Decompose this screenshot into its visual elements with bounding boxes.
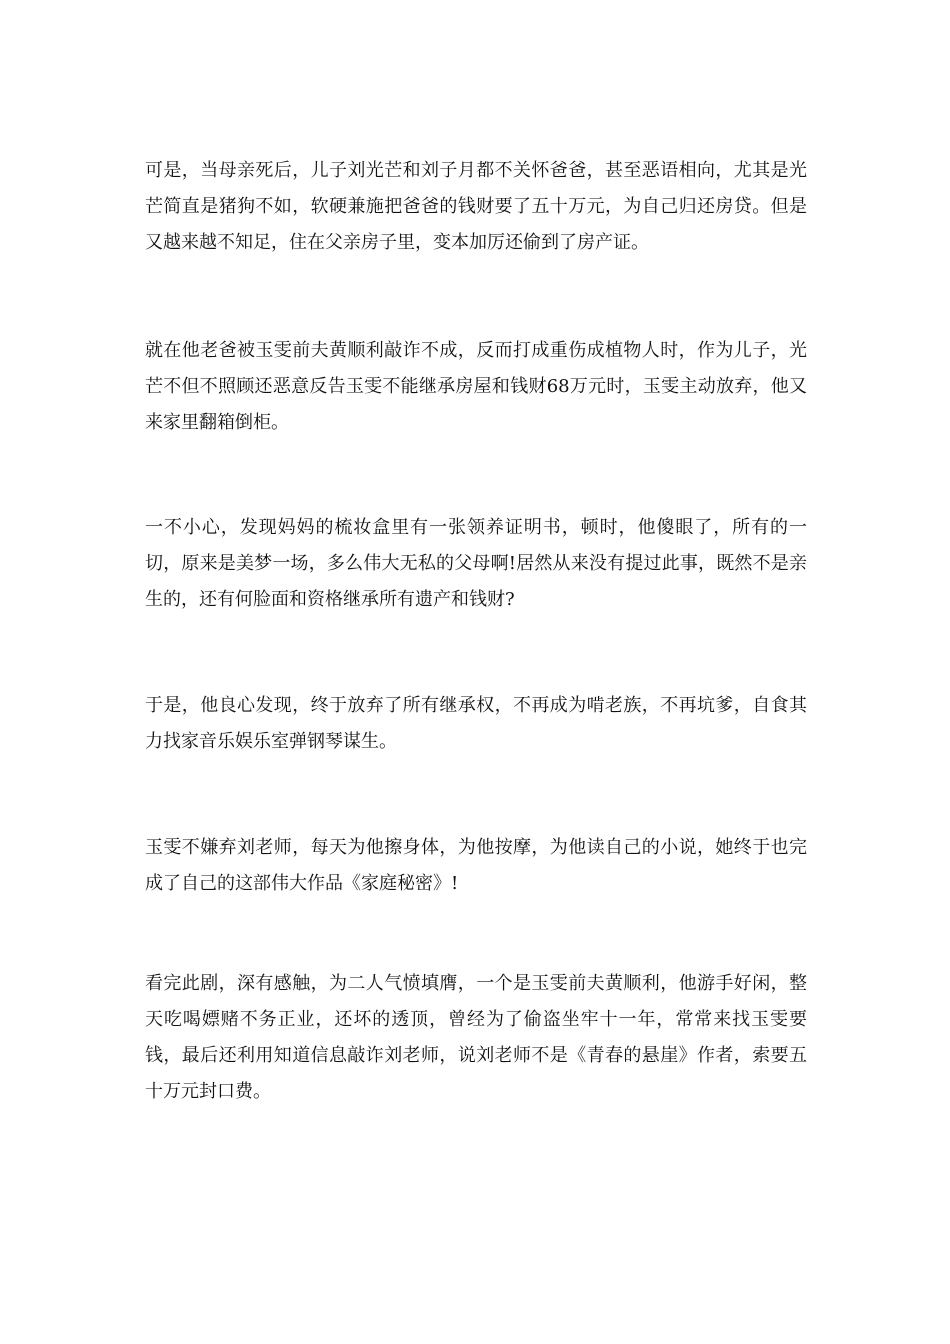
paragraph-3: 一不小心，发现妈妈的梳妆盒里有一张领养证明书，顿时，他傻眼了，所有的一切，原来是美梦一场，多么伟大无私的父母啊!居然从来没有提过此事，既然不是亲生的，还有何脸面和资格继承所有遗产和钱财? [145,517,807,610]
paragraph-1: 可是，当母亲死后，儿子刘光芒和刘子月都不关怀爸爸，甚至恶语相向，尤其是光芒简直是猪狗不如，软硬兼施把爸爸的钱财要了五十万元，为自己归还房贷。但是又越来越不知足，住在父亲房子里，变本加厉还偷到了房产证。 [145,160,807,253]
paragraph-4: 于是，他良心发现，终于放弃了所有继承权，不再成为啃老族，不再坑爹，自食其力找家音乐娱乐室弹钢琴谋生。 [145,695,807,752]
paragraph-6: 看完此剧，深有感触，为二人气愤填膺，一个是玉雯前夫黄顺利，他游手好闲，整天吃喝嫖赌不务正业，还坏的透顶，曾经为了偷盗坐牢十一年，常常来找玉雯要钱，最后还利用知道信息敲诈刘老师，说刘老师不是《青春的悬崖》作者，索要五十万元封口费。 [145,973,807,1102]
paragraph-2: 就在他老爸被玉雯前夫黄顺利敲诈不成，反而打成重伤成植物人时，作为儿子，光芒不但不照顾还恶意反告玉雯不能继承房屋和钱财68万元时，玉雯主动放弃，他又来家里翻箱倒柜。 [145,340,807,433]
paragraph-5: 玉雯不嫌弃刘老师，每天为他擦身体，为他按摩，为他读自己的小说，她终于也完成了自己的这部伟大作品《家庭秘密》! [145,837,807,894]
